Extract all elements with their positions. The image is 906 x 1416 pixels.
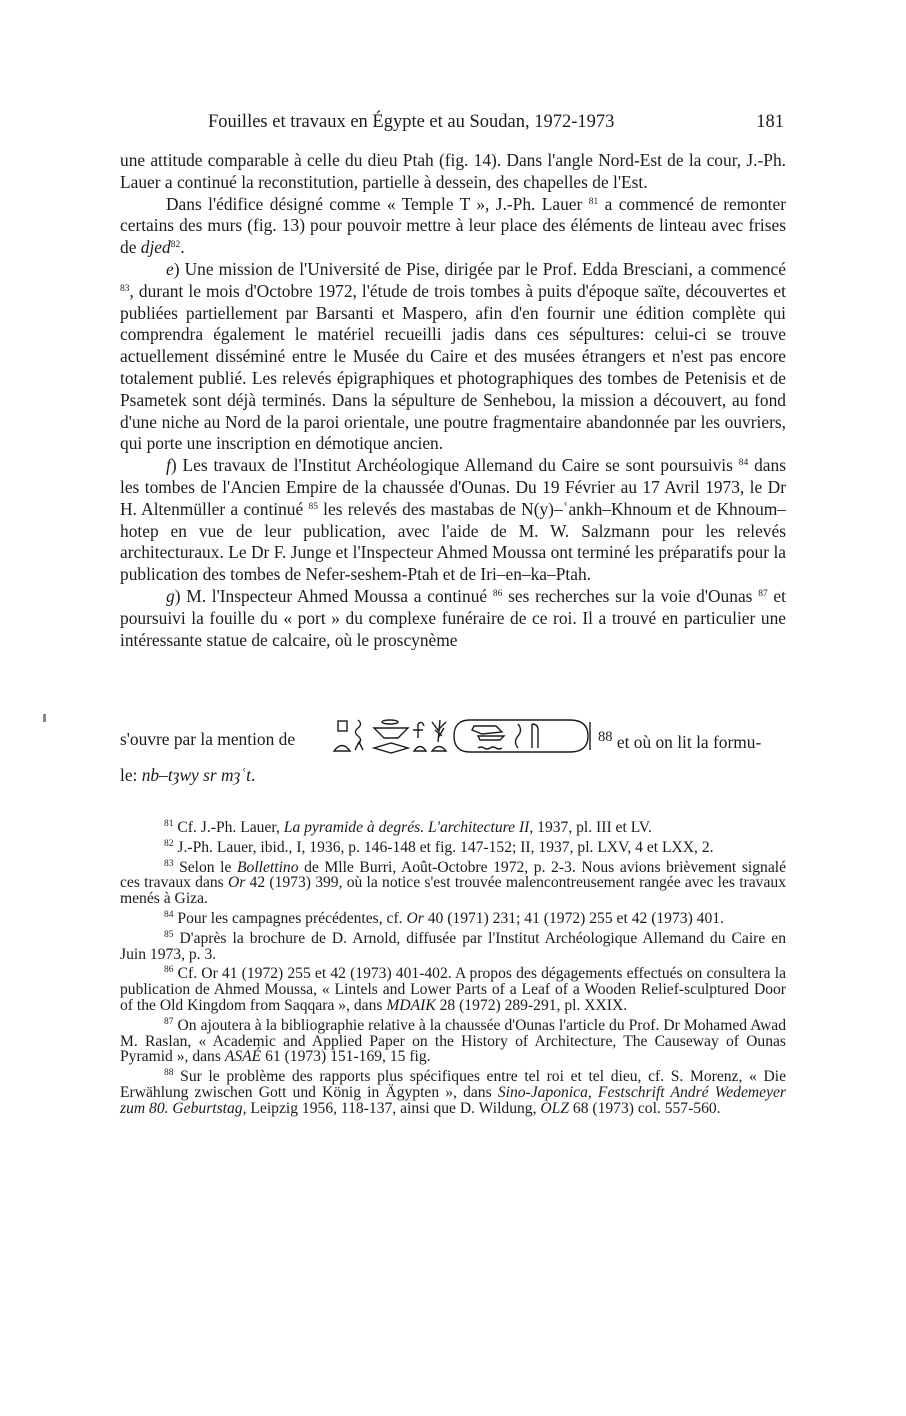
footnote-text: de Mlle Burri, Août-Octobre 1972, p. 2-3. Nous avions brièvement signalé ces travaux dans xyxy=(120,858,786,892)
footnote-text: 42 (1973) 399, où la notice s'est trouvée malencontreusement rangée avec les travaux menés à Giza. xyxy=(120,874,786,908)
footnote-83 xyxy=(120,860,786,907)
paragraph-5-text-c: et poursuivi la fouille du « port » du complexe funéraire de ce roi. Il a trouvé en particulier une intéressante statue de calcaire, où le proscynème xyxy=(120,585,786,650)
footnote-number: 84 xyxy=(164,909,174,920)
note-ref-87: 87 xyxy=(758,588,768,599)
footnote-82 xyxy=(120,840,786,856)
footnote-number: 83 xyxy=(164,858,174,869)
formula-line xyxy=(120,765,255,786)
footnote-text: J.-Ph. Lauer, ibid., I, 1936, p. 146-148 et fig. 147-152; II, 1937, pl. LXV, 4 et LXX, 2. xyxy=(177,838,714,856)
section-label-f: f xyxy=(166,455,171,476)
hieroglyphic-inscription-icon xyxy=(332,718,594,758)
paragraph-4 xyxy=(120,455,786,586)
footnote-text: Or xyxy=(227,874,246,892)
footnote-86 xyxy=(120,966,786,1013)
note-ref-84: 84 xyxy=(738,458,749,469)
paragraph-1: une attitude comparable à celle du dieu Ptah (fig. 14). Dans l'angle Nord-Est de la cour, J.-Ph. Lauer a continué la reconstitution, partielle à dessein, des chapelles de l'Est. xyxy=(120,150,786,192)
footnote-84 xyxy=(120,911,786,927)
margin-mark xyxy=(43,714,46,722)
note-ref-86: 86 xyxy=(492,588,503,599)
hieroglyph-trail xyxy=(598,729,761,753)
footnote-text: La pyramide à degrés. L'architecture II, xyxy=(283,819,534,836)
section-label-e: e xyxy=(166,258,174,279)
footnotes xyxy=(120,820,786,1121)
paragraph-4-text-b: dans les tombes de l'Ancien Empire de la chaussée d'Ounas. Du 19 Février au 17 Avril 1973, le Dr H. Altenmüller a continué xyxy=(120,455,786,519)
formula-suffix: . xyxy=(251,765,256,785)
footnote-number: 88 xyxy=(164,1068,174,1079)
footnote-text: Leipzig 1956, 118-137, ainsi que D. Wildung, xyxy=(246,1099,541,1117)
paragraph-2-text-a: Dans l'édifice désigné comme « Temple T », J.-Ph. Lauer xyxy=(166,193,583,214)
footnote-number: 81 xyxy=(164,819,174,829)
footnote-81 xyxy=(120,820,786,836)
note-ref-82: 82 xyxy=(170,240,181,251)
footnote-text: 1937, pl. III et LV. xyxy=(533,819,652,836)
footnote-text: Cf. J.-Ph. Lauer, xyxy=(177,819,284,836)
footnote-number: 82 xyxy=(164,838,174,849)
footnote-85 xyxy=(120,931,786,963)
note-ref-85: 85 xyxy=(308,501,318,512)
main-text xyxy=(120,150,786,651)
footnote-text: OLZ xyxy=(540,1099,569,1117)
paragraph-3 xyxy=(120,259,786,455)
paragraph-5-text-b: ses recherches sur la voie d'Ounas xyxy=(502,585,753,606)
footnote-number: 86 xyxy=(164,965,174,976)
footnote-text: Pour les campagnes précédentes, cf. xyxy=(177,909,407,927)
note-ref-83: 83 xyxy=(120,283,130,294)
footnote-text: 28 (1972) 289-291, pl. XXIX. xyxy=(435,996,628,1014)
footnote-text: On ajoutera à la bibliographie relative à la chaussée d'Ounas l'article du Prof. Dr Mohamed Awad M. Raslan, « Academic and Applied Paper on the History of Architecture, The Causeway of Ounas Pyramid », dans xyxy=(120,1016,787,1066)
footnote-88 xyxy=(120,1069,786,1116)
hieroglyph-lead-text: s'ouvre par la mention de xyxy=(120,729,296,749)
footnote-text: 40 (1971) 231; 41 (1972) 255 et 42 (1973) 401. xyxy=(423,909,724,927)
hieroglyph-line xyxy=(120,718,786,758)
footnote-text: Bollettino xyxy=(237,858,299,876)
paragraph-3-text-a: ) Une mission de l'Université de Pise, dirigée par le Prof. Edda Bresciani, a commencé xyxy=(173,258,786,279)
running-title: Fouilles et travaux en Égypte et au Soudan, 1972-1973 xyxy=(208,112,615,132)
footnote-text: 68 (1973) col. 557-560. xyxy=(569,1099,721,1117)
running-header xyxy=(120,112,786,138)
paragraph-2-text-c: . xyxy=(180,237,185,258)
italic-term-djed: djed xyxy=(140,237,171,258)
paragraph-4-text-c: les relevés des mastabas de N(y)–ʿankh–Khnoum et de Khnoum–hotep en vue de leur publication, avec l'aide de M. W. Salzmann pour les relevés architecturaux. Le Dr F. Junge et l'Inspecteur Ahmed Moussa ont terminé les préparatifs pour la publication des tombes de Nefer-seshem-Ptah et de Iri–en–ka–Ptah. xyxy=(120,498,787,585)
footnote-text: Sino-Japonica, Festschrift André Wedemeyer zum 80. Geburtstag, xyxy=(120,1083,786,1117)
footnote-87 xyxy=(120,1018,786,1065)
paragraph-3-text-b: , durant le mois d'Octobre 1972, l'étude de trois tombes à puits d'époque saïte, découvertes et publiées partiellement par Barsanti et Maspero, afin d'en fournir une édition complète qui comprendra également le matériel recueilli jadis dans ces sépultures: celui-ci se trouve actuellement disséminé entre le Musée du Caire et des musées étrangers et n'est pas encore totalement publié. Les relevés épigraphiques et photographiques des tombes de Petenisis et de Psametek sont déjà terminés. Dans la sépulture de Senhebou, la mission a découvert, au fond d'une niche au Nord de la paroi orientale, une poutre fragmentaire abandonnée par les ouvriers, qui porte une inscription en démotique ancien. xyxy=(120,280,786,454)
footnote-text: Sur le problème des rapports plus spécifiques entre tel roi et tel dieu, cf. S. Morenz, « Die Erwählung zwischen Gott und König in Ägypten », dans xyxy=(120,1068,786,1101)
footnote-text: MDAIK xyxy=(386,996,436,1014)
section-label-g: g xyxy=(166,585,175,606)
footnote-number: 87 xyxy=(164,1016,174,1027)
footnote-text: Or xyxy=(406,909,424,927)
note-ref-88: 88 xyxy=(598,729,613,745)
footnote-text: D'après la brochure de D. Arnold, diffusée par l'Institut Archéologique Allemand du Caire en Juin 1973, p. 3. xyxy=(120,929,787,963)
footnote-text: 61 (1973) 151-169, 15 fig. xyxy=(261,1048,431,1066)
footnote-number: 85 xyxy=(164,929,174,940)
formula-transliteration: nb–tȝwy sr mȝʿt xyxy=(141,765,251,785)
footnote-text: Selon le xyxy=(179,858,238,876)
paragraph-5 xyxy=(120,586,786,651)
footnote-text: Cf. Or 41 (1972) 255 et 42 (1973) 401-402. A propos des dégagements effectués on consultera la publication de Ahmed Moussa, « Lintels and Lower Parts of a Leaf of a Wooden Relief-sculptured Door of the Old Kingdom from Saqqara », dans xyxy=(120,965,786,1014)
paragraph-5-text-a: ) M. l'Inspecteur Ahmed Moussa a continué xyxy=(174,585,488,606)
paragraph-2 xyxy=(120,194,786,259)
hieroglyph-trail-text: et où on lit la formu- xyxy=(612,731,762,752)
paragraph-2-text-b: a commencé de remonter certains des murs (fig. 13) pour pouvoir mettre à leur place des éléments de linteau avec frises de xyxy=(120,193,786,258)
footnote-text: ASAÉ xyxy=(224,1048,262,1066)
paragraph-4-text-a: ) Les travaux de l'Institut Archéologique Allemand du Caire se sont poursuivis xyxy=(170,455,733,476)
formula-prefix: le: xyxy=(120,765,142,785)
note-ref-81: 81 xyxy=(588,196,599,207)
page-number: 181 xyxy=(756,112,784,132)
